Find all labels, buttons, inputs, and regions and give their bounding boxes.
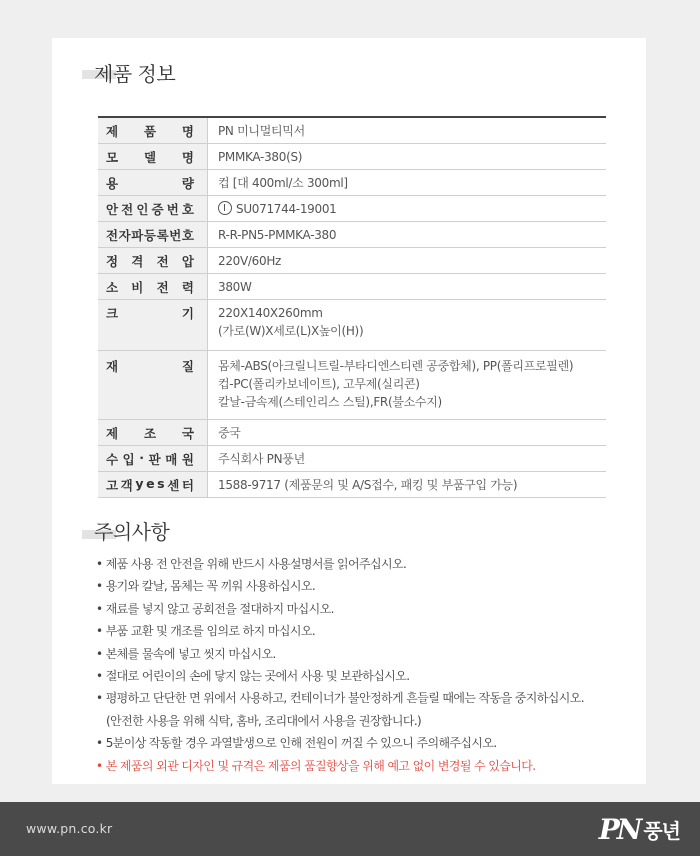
spec-label: 수 입 · 판 매 원 (106, 450, 194, 467)
spec-label: 정 격 전 압 (106, 254, 194, 269)
caution-item: • 제품 사용 전 안전을 위해 반드시 사용설명서를 읽어주십시오. (96, 557, 407, 571)
spec-row-product-name (98, 118, 606, 144)
caution-item: • 절대로 어린이의 손에 닿지 않는 곳에서 사용 및 보관하십시오. (96, 669, 410, 684)
footer (0, 802, 700, 856)
spec-label: 크 기 (106, 306, 194, 321)
spec-value: 컵-PC(폴리카보네이트), 고무제(실리콘) (218, 377, 420, 391)
logo-text: 풍년 (643, 818, 680, 843)
spec-value: SU071744-19001 (236, 202, 337, 216)
spec-label: 용 량 (106, 176, 194, 191)
spec-value: 칼날-금속제(스테인리스 스틸),FR(불소수지) (218, 395, 442, 409)
spec-label: 안 전 인 증 번 호 (106, 202, 194, 217)
spec-value: 220X140X260mm (218, 306, 323, 320)
pn-brand-logo (599, 812, 680, 846)
caution-item-warning: • 본 제품의 외관 디자인 및 규격은 제품의 품질향상을 위해 예고 없이 변경될 수 있습니다. (96, 758, 536, 773)
spec-label: 재 질 (106, 359, 194, 374)
spec-row-safety-cert (98, 196, 606, 222)
spec-row-origin-country (98, 420, 606, 446)
spec-label: 제 조 국 (106, 426, 194, 441)
spec-value: 220V/60Hz (218, 254, 282, 268)
spec-label: 고 객 y e s 센 터 (106, 476, 194, 493)
caution-item: • 본체를 물속에 넣고 씻지 마십시오. (96, 646, 276, 661)
spec-value: 몸체-ABS(아크릴니트릴-부타디엔스티렌 공중합체), PP(폴리프로필렌) (218, 359, 574, 373)
spec-value: (가로(W)X세로(L)X높이(H)) (218, 324, 364, 338)
spec-value: PMMKA-380(S) (218, 150, 303, 164)
spec-value: 380W (218, 280, 252, 294)
spec-row-rated-voltage (98, 248, 606, 274)
cautions-heading: 주의사항 (94, 520, 170, 544)
spec-row-power-consumption (98, 274, 606, 300)
spec-row-customer-center (98, 472, 606, 498)
logo-mark: PN (598, 812, 640, 846)
spec-table (98, 116, 606, 498)
spec-row-size (98, 300, 606, 351)
spec-value: PN 미니멀티믹서 (218, 124, 305, 138)
caution-list (96, 553, 626, 777)
caution-item: • 재료를 넣지 않고 공회전을 절대하지 마십시오. (96, 601, 334, 616)
caution-item: • 용기와 칼날, 몸체는 꼭 끼워 사용하십시오. (96, 579, 316, 594)
spec-value: 중국 (218, 426, 241, 440)
caution-item: • 5분이상 작동할 경우 과열발생으로 인해 전원이 꺼질 수 있으니 주의해주십시오. (96, 736, 497, 751)
spec-value: R-R-PN5-PMMKA-380 (218, 228, 337, 242)
spec-row-material (98, 351, 606, 420)
spec-label: 전 자 파 등 록 번 호 (106, 228, 194, 243)
spec-row-model (98, 144, 606, 170)
caution-item-continuation: (안전한 사용을 위해 식탁, 홈바, 조리대에서 사용을 권장합니다.) (106, 713, 422, 728)
spec-row-capacity (98, 170, 606, 196)
spec-row-importer-seller (98, 446, 606, 472)
spec-value: 컵 [대 400ml/소 300ml] (218, 176, 348, 190)
caution-item: • 평평하고 단단한 면 위에서 사용하고, 컨테이너가 불안정하게 흔들릴 때에는 작동을 중지하십시오. (안전한 사용을 위해 식탁, 홈바, 조리대에서 사용을 권장합니다.) (96, 687, 626, 732)
spec-label: 모 델 명 (106, 150, 194, 165)
spec-value: 1588-9717 (제품문의 및 A/S접수, 패킹 및 부품구입 가능) (218, 478, 518, 492)
kc-certification-icon (218, 201, 232, 215)
product-info-heading: 제품 정보 (94, 62, 176, 86)
spec-value: 주식회사 PN풍년 (218, 452, 305, 466)
spec-label: 소 비 전 력 (106, 280, 194, 295)
caution-item: • 부품 교환 및 개조를 임의로 하지 마십시오. (96, 624, 316, 639)
spec-row-emc-registration (98, 222, 606, 248)
website-link[interactable]: www.pn.co.kr (26, 821, 113, 836)
product-card (52, 38, 646, 784)
spec-label: 제 품 명 (106, 124, 194, 139)
